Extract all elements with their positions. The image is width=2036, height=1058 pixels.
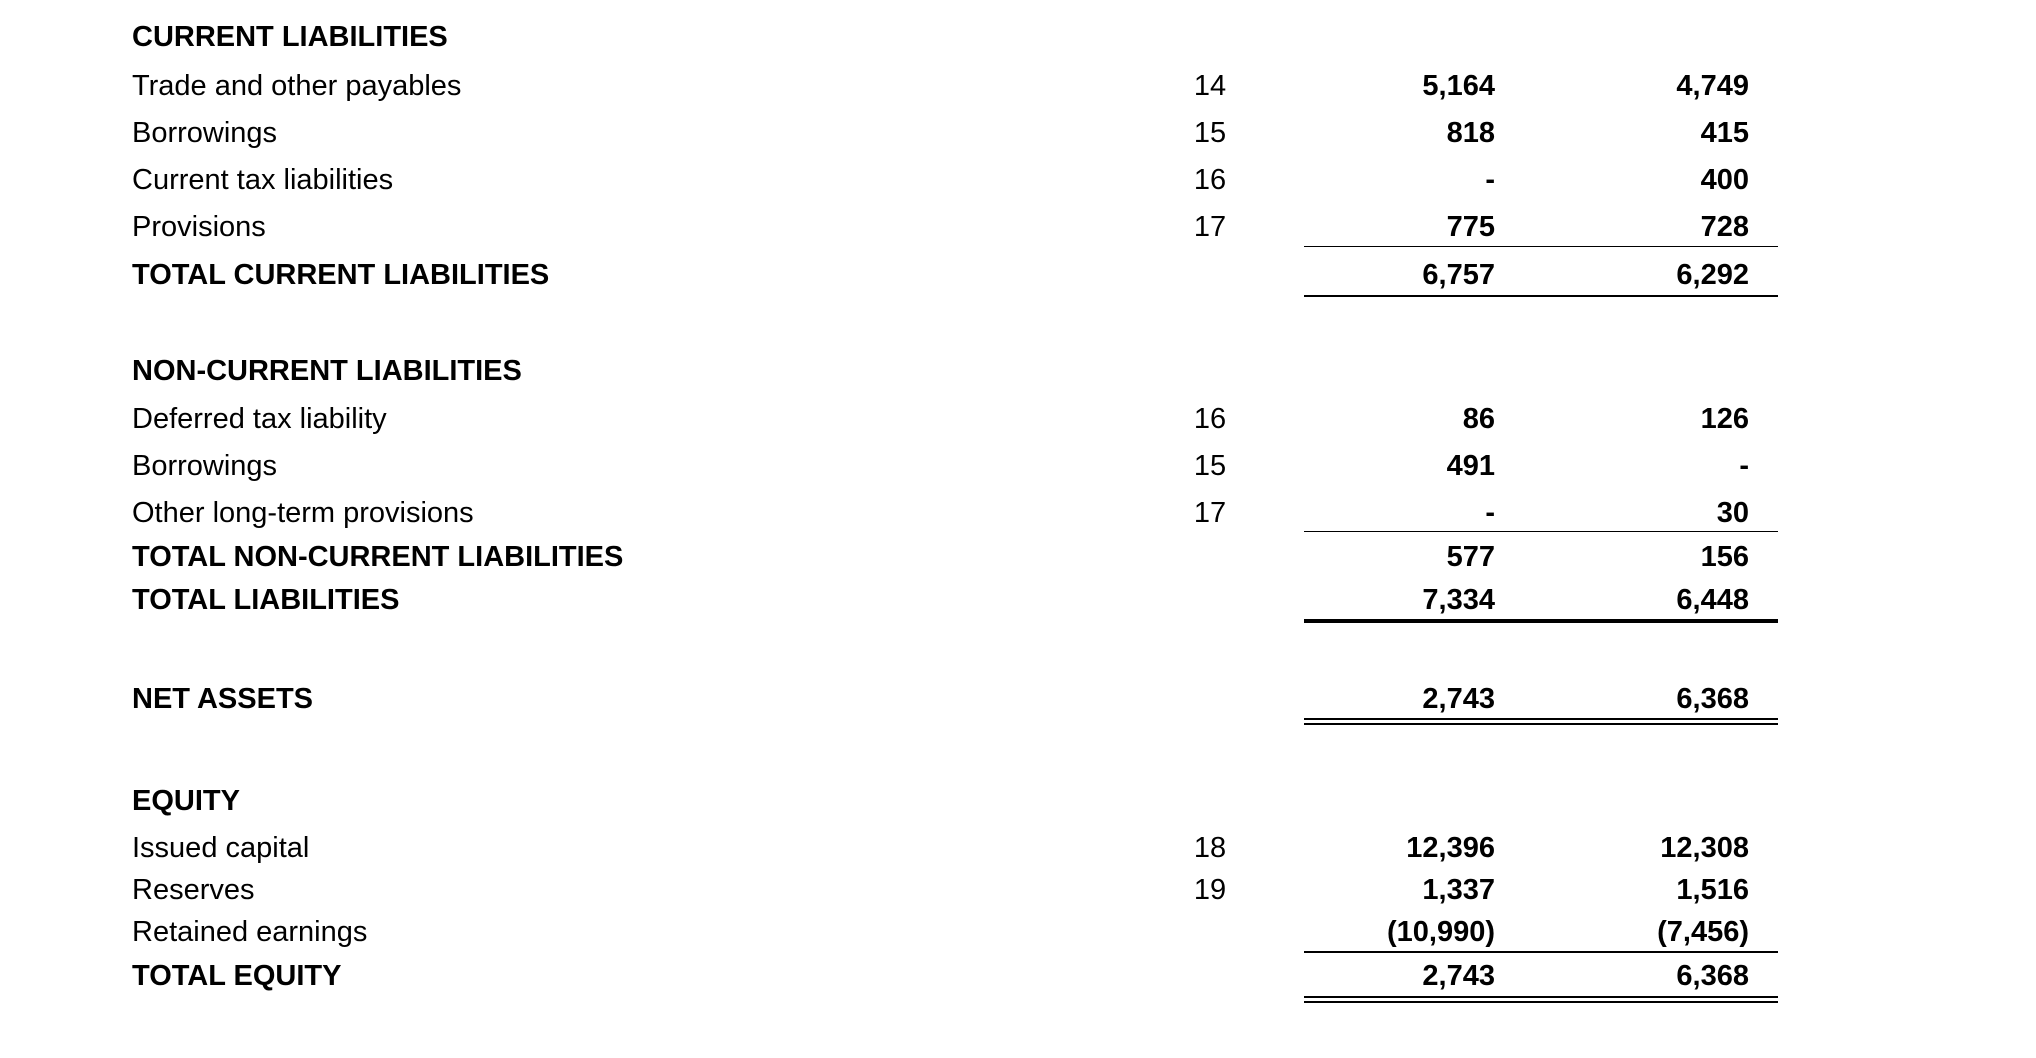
note-ref: 17 [1193, 211, 1227, 243]
table-row [0, 910, 2036, 954]
table-row [0, 64, 2036, 108]
table-row [0, 826, 2036, 870]
double-rule-bottom [1304, 723, 1778, 725]
total-label: TOTAL EQUITY [132, 960, 342, 992]
prior-year-total: 6,292 [1676, 259, 1749, 291]
row-label: Trade and other payables [132, 70, 462, 102]
prior-year-total: 6,448 [1676, 584, 1749, 616]
current-year-value: 775 [1446, 211, 1495, 243]
table-row [0, 111, 2036, 155]
row-label: Current tax liabilities [132, 164, 394, 196]
heading-label: NON-CURRENT LIABILITIES [132, 355, 522, 387]
prior-year-value: - [1739, 450, 1749, 482]
prior-year-total: 156 [1700, 541, 1749, 573]
note-ref: 17 [1193, 497, 1227, 529]
prior-year-value: 4,749 [1676, 70, 1749, 102]
prior-year-value: 30 [1716, 497, 1749, 529]
current-year-value: 12,396 [1406, 832, 1495, 864]
table-row [0, 444, 2036, 488]
current-year-net-assets: 2,743 [1422, 683, 1495, 715]
total-row-liabilities [0, 578, 2036, 622]
prior-year-value: 12,308 [1660, 832, 1749, 864]
subtotal-rule [1304, 531, 1778, 532]
double-rule-top [1304, 718, 1778, 720]
current-year-value: (10,990) [1386, 916, 1495, 948]
double-rule-bottom [1304, 1001, 1778, 1003]
prior-year-value: 1,516 [1676, 874, 1749, 906]
total-row-current-liabilities [0, 253, 2036, 297]
prior-year-value: 400 [1700, 164, 1749, 196]
total-row-equity [0, 954, 2036, 998]
current-year-total: 7,334 [1422, 584, 1495, 616]
thick-total-rule [1304, 619, 1778, 623]
prior-year-value: 126 [1700, 403, 1749, 435]
section-heading-current-liabilities [0, 15, 2036, 59]
section-heading-non-current-liabilities [0, 349, 2036, 393]
current-year-total: 2,743 [1422, 960, 1495, 992]
double-rule-top [1304, 996, 1778, 998]
note-ref: 15 [1193, 117, 1227, 149]
current-year-value: 86 [1462, 403, 1495, 435]
table-row [0, 205, 2036, 249]
row-label: Deferred tax liability [132, 403, 387, 435]
note-ref: 16 [1193, 164, 1227, 196]
prior-year-value: 415 [1700, 117, 1749, 149]
table-row [0, 491, 2036, 535]
current-year-total: 577 [1446, 541, 1495, 573]
current-year-value: - [1485, 164, 1495, 196]
table-row [0, 158, 2036, 202]
note-ref: 18 [1193, 832, 1227, 864]
heading-label: CURRENT LIABILITIES [132, 21, 448, 53]
note-ref: 19 [1193, 874, 1227, 906]
row-label: Provisions [132, 211, 266, 243]
note-ref: 16 [1193, 403, 1227, 435]
heading-label: EQUITY [132, 785, 240, 817]
prior-year-value: 728 [1700, 211, 1749, 243]
table-row [0, 397, 2036, 441]
section-heading-equity [0, 779, 2036, 823]
current-year-value: 5,164 [1422, 70, 1495, 102]
total-rule [1304, 295, 1778, 297]
current-year-value: 818 [1446, 117, 1495, 149]
table-row [0, 868, 2036, 912]
total-label: TOTAL NON-CURRENT LIABILITIES [132, 541, 624, 573]
row-label: Borrowings [132, 450, 278, 482]
net-assets-label: NET ASSETS [132, 683, 314, 715]
note-ref: 15 [1193, 450, 1227, 482]
total-label: TOTAL LIABILITIES [132, 584, 400, 616]
current-year-value: - [1485, 497, 1495, 529]
row-label: Issued capital [132, 832, 310, 864]
row-label: Reserves [132, 874, 255, 906]
prior-year-net-assets: 6,368 [1676, 683, 1749, 715]
row-label: Other long-term provisions [132, 497, 474, 529]
subtotal-rule [1304, 951, 1778, 953]
prior-year-total: 6,368 [1676, 960, 1749, 992]
total-row-non-current-liabilities [0, 535, 2036, 579]
row-label: Retained earnings [132, 916, 368, 948]
row-label: Borrowings [132, 117, 278, 149]
current-year-total: 6,757 [1422, 259, 1495, 291]
net-assets-row [0, 677, 2036, 721]
note-ref: 14 [1193, 70, 1227, 102]
current-year-value: 1,337 [1422, 874, 1495, 906]
current-year-value: 491 [1446, 450, 1495, 482]
prior-year-value: (7,456) [1657, 916, 1749, 948]
subtotal-rule [1304, 246, 1778, 247]
total-label: TOTAL CURRENT LIABILITIES [132, 259, 550, 291]
